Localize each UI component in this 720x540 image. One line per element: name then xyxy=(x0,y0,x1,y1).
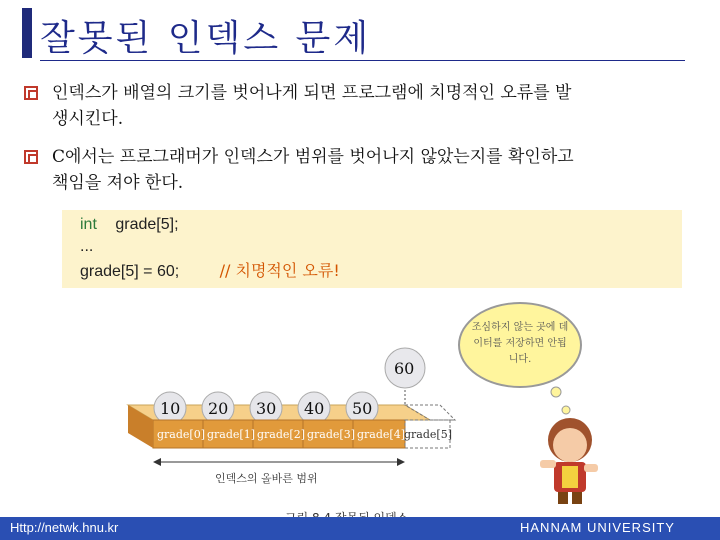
character-leg xyxy=(572,492,582,504)
code-comment: // 치명적인 오류! xyxy=(219,261,340,280)
value-label: 50 xyxy=(352,399,373,418)
cell-label: grade[1] xyxy=(207,428,255,441)
value-label: 30 xyxy=(256,399,277,418)
character-leg xyxy=(558,492,568,504)
bubble-tail-dot xyxy=(551,387,561,397)
character-illustration xyxy=(540,418,598,504)
character-arm xyxy=(584,464,598,472)
bullet-2-line-2: 책임을 져야 한다. xyxy=(52,173,184,193)
speech-bubble-text: 조심하지 않는 곳에 데이터를 저장하면 안됩니다. xyxy=(471,322,569,365)
value-label: 40 xyxy=(304,399,325,418)
character-face xyxy=(553,428,587,462)
bullet-2-line-1: C에서는 프로그래머가 인덱스가 범위를 벗어나지 않았는지를 확인하고 xyxy=(52,147,574,167)
code-keyword: int xyxy=(80,216,97,233)
character-arm xyxy=(540,460,556,468)
range-arrowhead-left xyxy=(153,458,161,466)
cell-label: grade[3] xyxy=(307,428,355,441)
value-label: 20 xyxy=(208,399,229,418)
cell-label: grade[2] xyxy=(257,428,305,441)
code-assignment: grade[5] = 60; xyxy=(80,263,180,280)
bubble-tail-dot xyxy=(562,406,570,414)
slide-title: 잘못된 인덱스 문제 xyxy=(40,18,372,59)
cell-label: grade[4] xyxy=(357,428,405,441)
range-arrowhead-right xyxy=(397,458,405,466)
value-60-label: 60 xyxy=(394,359,415,378)
value-label: 10 xyxy=(160,399,181,418)
bullet-1-line-2: 생시킨다. xyxy=(52,109,124,129)
cell-label: grade[0] xyxy=(157,428,205,441)
range-label: 인덱스의 올바른 범위 xyxy=(215,472,318,485)
cell-label-out-of-bounds: grade[5] xyxy=(404,428,452,441)
bullet-1-line-1: 인덱스가 배열의 크기를 벗어나게 되면 프로그램에 치명적인 오류를 발 xyxy=(52,83,572,103)
character-shirt xyxy=(562,466,578,488)
footer-university: HANNAM UNIVERSITY xyxy=(520,520,675,535)
code-declaration: grade[5]; xyxy=(115,216,179,233)
footer-url[interactable]: Http://netwk.hnu.kr xyxy=(10,520,119,535)
code-line-2: ... xyxy=(80,238,94,255)
